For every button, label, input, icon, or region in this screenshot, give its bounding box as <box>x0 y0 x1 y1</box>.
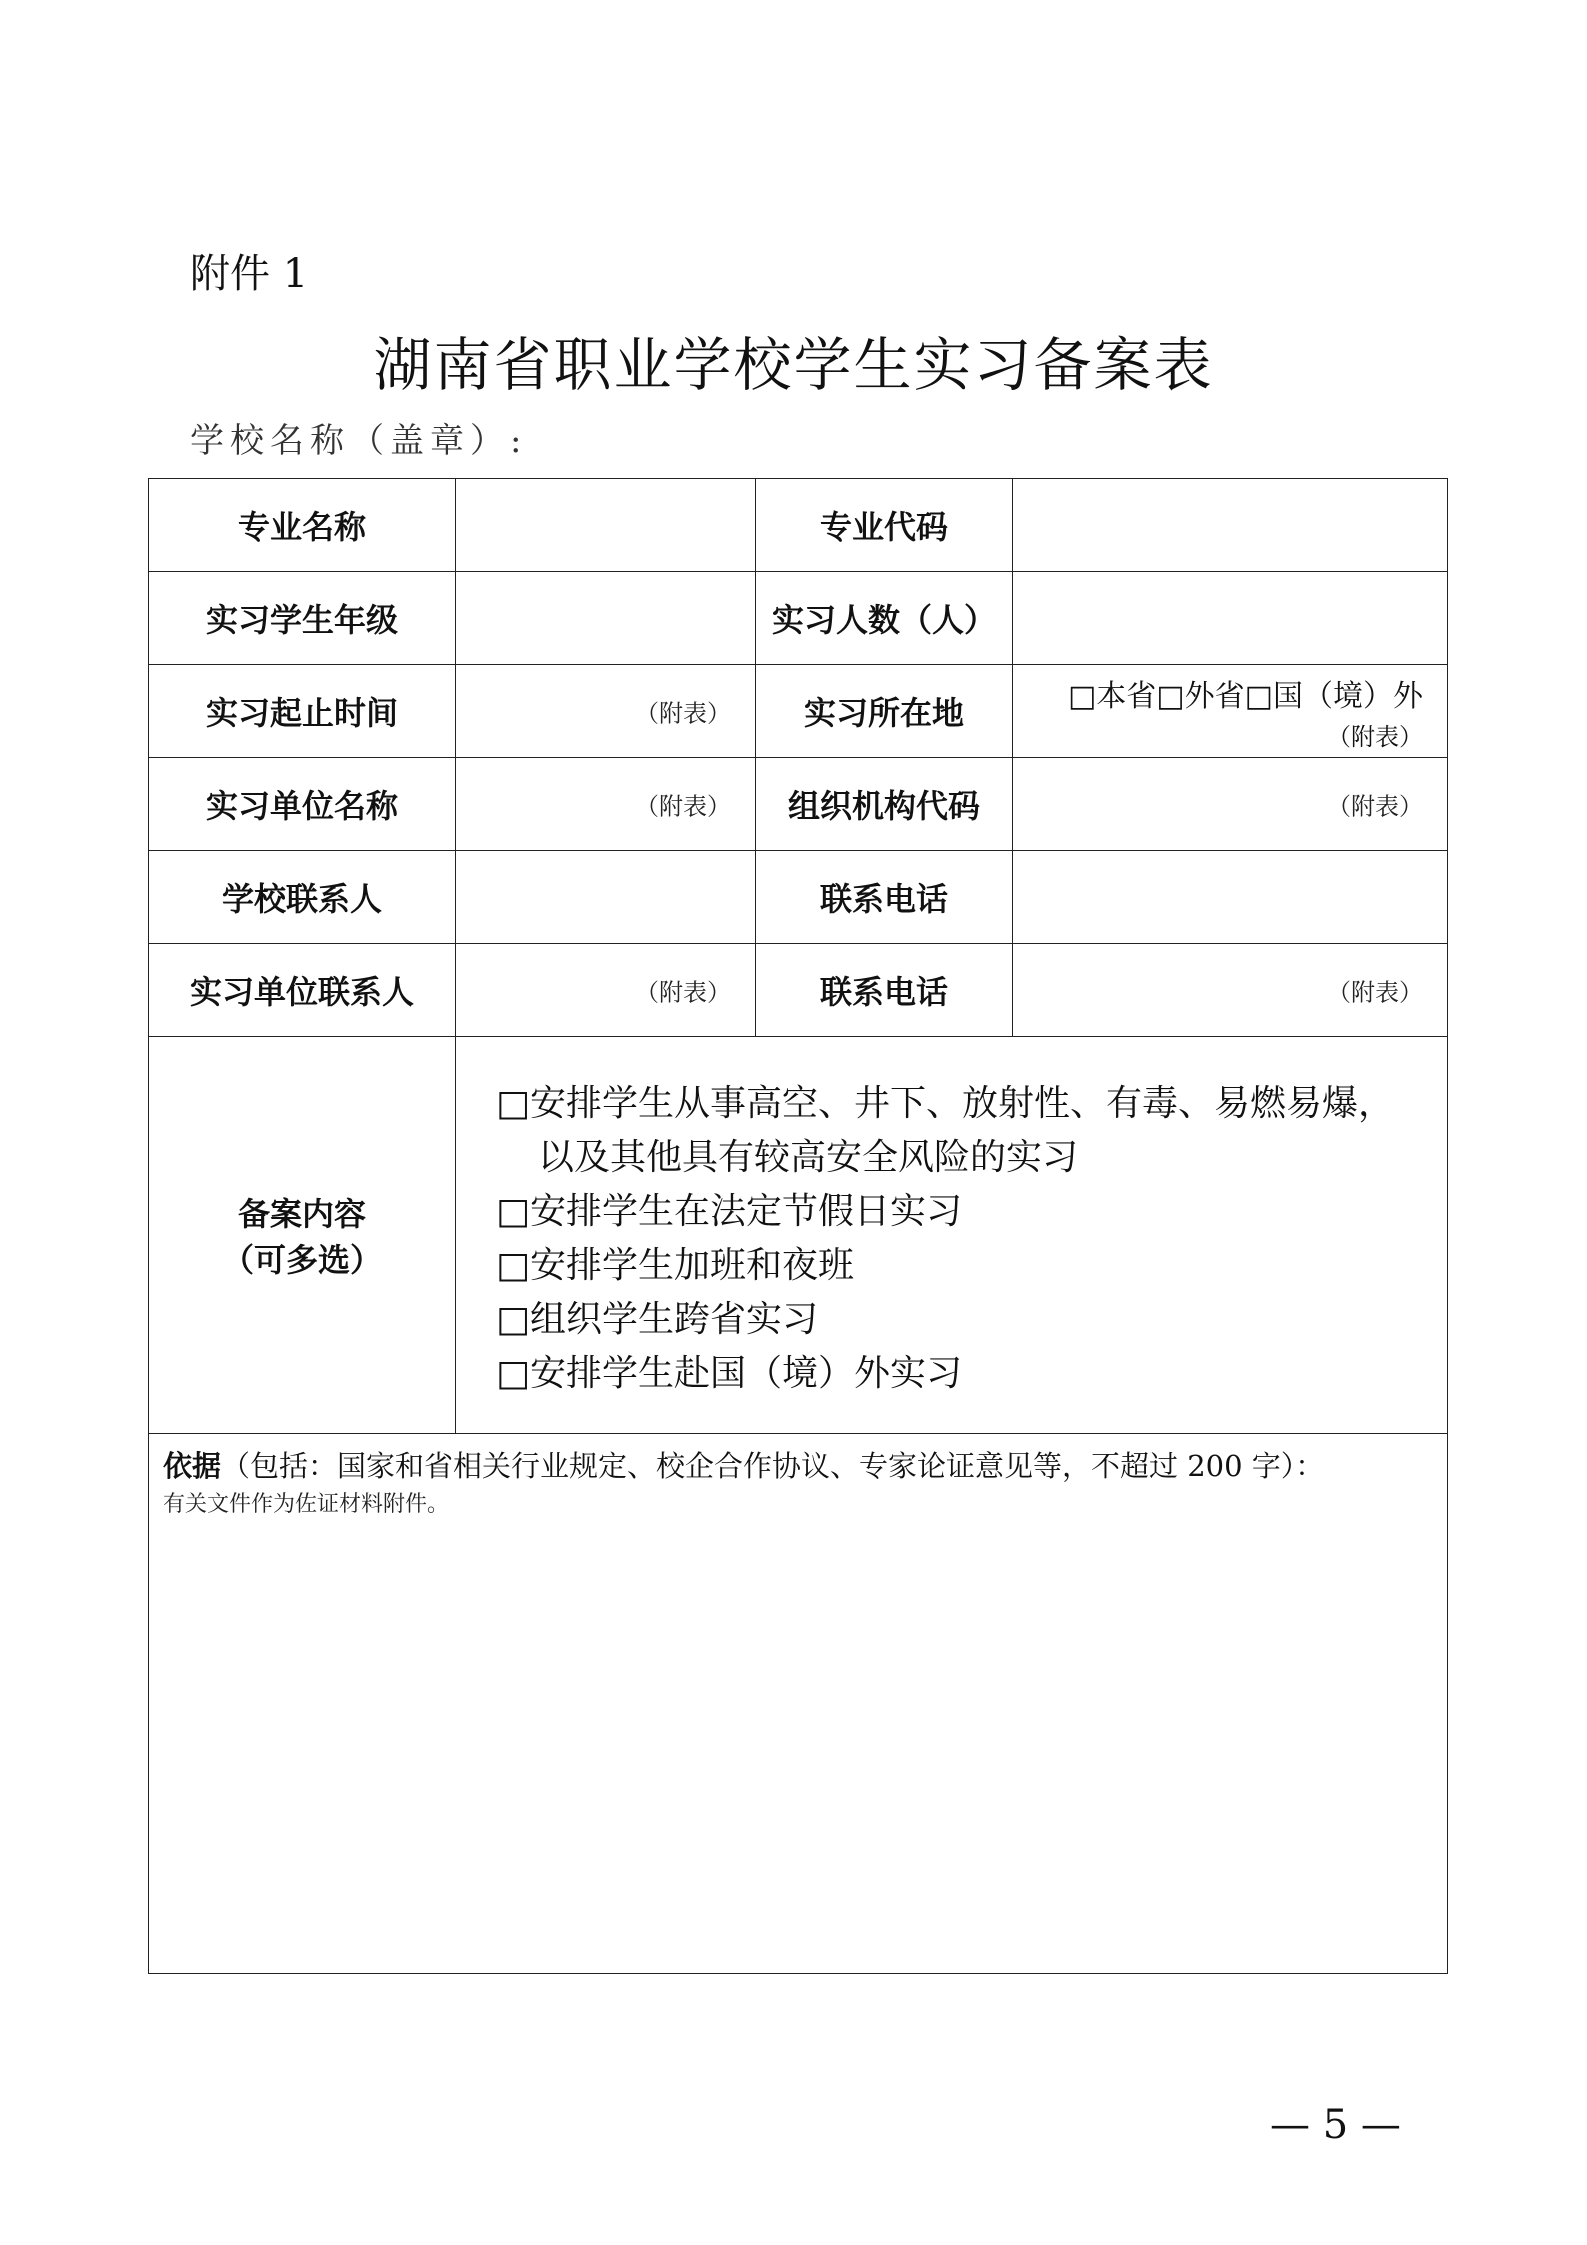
basis-title-rest: （包括：国家和省相关行业规定、校企合作协议、专家论证意见等，不超过 200 字）： <box>221 1449 1325 1483</box>
table-row <box>149 944 1448 1037</box>
label-intern-count: 实习人数（人） <box>756 572 1013 665</box>
intern-count-field[interactable] <box>1013 572 1448 665</box>
student-grade-field[interactable] <box>456 572 756 665</box>
appendix-note: （附表） <box>635 978 731 1007</box>
basis-title-bold: 依据 <box>163 1449 222 1483</box>
table-row <box>149 758 1448 851</box>
label-internship-period: 实习起止时间 <box>149 665 456 758</box>
appendix-note: （附表） <box>1327 722 1423 751</box>
label-student-grade: 实习学生年级 <box>149 572 456 665</box>
label-major-code: 专业代码 <box>756 479 1013 572</box>
table-row <box>149 479 1448 572</box>
table-row <box>149 1434 1448 1974</box>
appendix-note: （附表） <box>635 699 731 728</box>
label-company-name: 实习单位名称 <box>149 758 456 851</box>
label-filing-content <box>149 1037 456 1434</box>
major-name-field[interactable] <box>456 479 756 572</box>
label-school-contact: 学校联系人 <box>149 851 456 944</box>
label-major-name: 专业名称 <box>149 479 456 572</box>
company-name-field[interactable] <box>456 758 756 851</box>
option-abroad[interactable]: □安排学生赴国（境）外实习 <box>496 1353 963 1394</box>
org-code-field[interactable] <box>1013 758 1448 851</box>
major-code-field[interactable] <box>1013 479 1448 572</box>
label-internship-location: 实习所在地 <box>756 665 1013 758</box>
school-contact-field[interactable] <box>456 851 756 944</box>
location-options[interactable]: □本省□外省□国（境）外 <box>1067 678 1423 714</box>
page-number: — 5 — <box>1270 2102 1401 2148</box>
internship-location-field[interactable] <box>1013 665 1448 758</box>
label-company-phone: 联系电话 <box>756 944 1013 1037</box>
filing-content-options <box>456 1037 1448 1434</box>
school-phone-field[interactable] <box>1013 851 1448 944</box>
filing-content-hint: （可多选） <box>221 1241 382 1279</box>
table-row <box>149 1037 1448 1434</box>
option-high-risk[interactable]: □安排学生从事高空、井下、放射性、有毒、易燃易爆， <box>496 1083 1395 1124</box>
table-row <box>149 572 1448 665</box>
option-cross-province[interactable]: □组织学生跨省实习 <box>496 1299 819 1340</box>
table-row <box>149 851 1448 944</box>
page-title: 湖南省职业学校学生实习备案表 <box>373 331 1214 399</box>
option-high-risk-continued: 以及其他具有较高安全风险的实习 <box>538 1137 1079 1178</box>
attachment-label: 附件 1 <box>190 251 309 297</box>
school-name-label: 学校名称（盖章）: <box>190 421 528 461</box>
table-row <box>149 665 1448 758</box>
basis-field[interactable] <box>149 1434 1448 1974</box>
company-contact-field[interactable] <box>456 944 756 1037</box>
label-company-contact: 实习单位联系人 <box>149 944 456 1037</box>
appendix-note: （附表） <box>1327 978 1423 1007</box>
basis-title <box>163 1444 1433 1485</box>
label-school-phone: 联系电话 <box>756 851 1013 944</box>
label-org-code: 组织机构代码 <box>756 758 1013 851</box>
company-phone-field[interactable] <box>1013 944 1448 1037</box>
basis-note: 有关文件作为佐证材料附件。 <box>163 1492 450 1517</box>
option-holiday-internship[interactable]: □安排学生在法定节假日实习 <box>496 1191 963 1232</box>
appendix-note: （附表） <box>1327 792 1423 821</box>
filing-content-title: 备案内容 <box>237 1195 366 1233</box>
appendix-note: （附表） <box>635 792 731 821</box>
internship-period-field[interactable] <box>456 665 756 758</box>
filing-form-table <box>148 478 1448 1974</box>
option-overtime-night[interactable]: □安排学生加班和夜班 <box>496 1245 855 1286</box>
